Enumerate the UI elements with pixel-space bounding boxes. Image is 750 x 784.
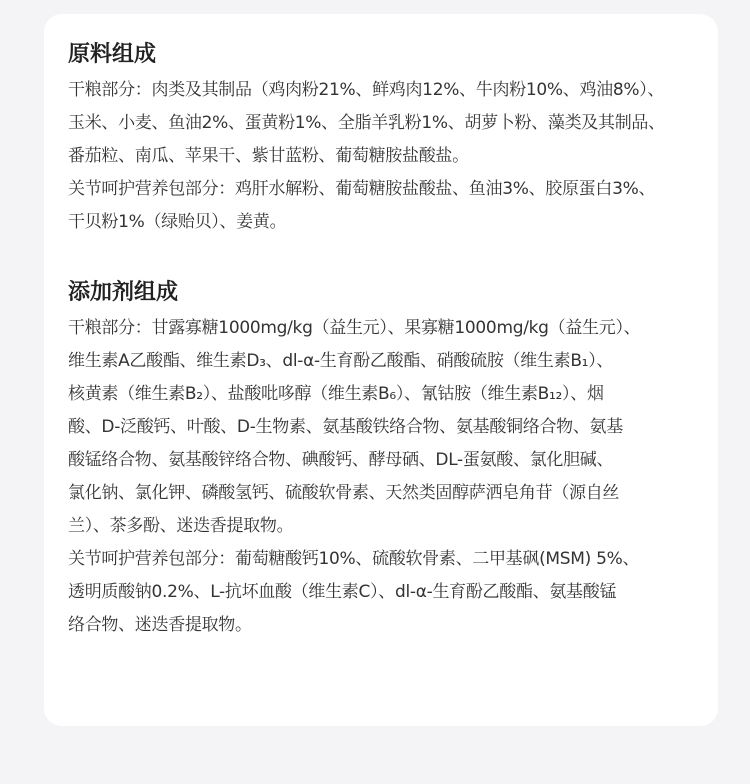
additives-joint-pack-text: 关节呵护营养包部分：葡萄糖酸钙10%、硫酸软骨素、二甲基砜(MSM) 5%、 透明质酸钠0.2%、L-抗坏血酸（维生素C）、dl-α-生育酚乙酸酯、氨基酸锰 络合物、迷迭香提取物。: [68, 549, 640, 635]
ingredients-card: [44, 14, 718, 726]
additives-heading: 添加剂组成: [68, 280, 179, 305]
raw-materials-dry-food-text: 干粮部分：肉类及其制品（鸡肉粉21%、鲜鸡肉12%、牛肉粉10%、鸡油8%）、 玉米、小麦、鱼油2%、蛋黄粉1%、全脂羊乳粉1%、胡萝卜粉、藻类及其制品、 番茄粒、南瓜、苹果干、紫甘蓝粉、葡萄糖胺盐酸盐。: [68, 80, 665, 166]
additives-dry-food-text: 干粮部分：甘露寡糖1000mg/kg（益生元）、果寡糖1000mg/kg（益生元）、 维生素A乙酸酯、维生素D₃、dl-α-生育酚乙酸酯、硝酸硫胺（维生素B₁）、 核黄素（维生素B₂）、盐酸吡哆醇（维生素B₆）、氰钴胺（维生素B₁₂）、烟 酸、D-泛酸钙、叶酸、D-生物素、氨基酸铁络合物、氨基酸铜络合物、氨基 酸锰络合物、氨基酸锌络合物、碘酸钙、酵母硒、DL-蛋氨酸、氯化胆碱、 氯化钠、氯化钾、磷酸氢钙、硫酸软骨素、天然类固醇萨洒皂角苷（源自丝 兰）、茶多酚、迷迭香提取物。: [68, 318, 641, 536]
raw-materials-section: [68, 40, 716, 239]
raw-materials-joint-pack-text: 关节呵护营养包部分：鸡肝水解粉、葡萄糖胺盐酸盐、鱼油3%、胶原蛋白3%、 干贝粉1%（绿贻贝）、姜黄。: [68, 179, 656, 232]
raw-materials-heading: 原料组成: [68, 42, 157, 67]
additives-section: [68, 278, 716, 642]
